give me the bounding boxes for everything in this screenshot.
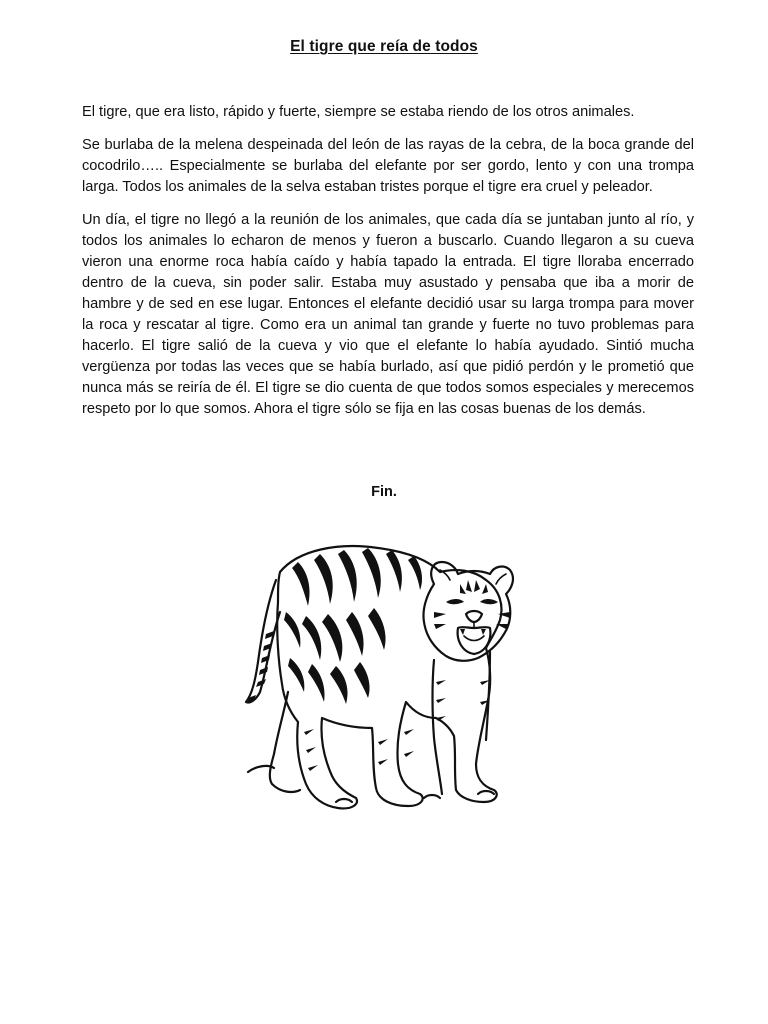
paragraph-1: El tigre, que era listo, rápido y fuerte, siempre se estaba riendo de los otros animales. <box>82 104 635 120</box>
tiger-front-leg <box>433 660 443 794</box>
paragraph-2: Se burlaba de la melena despeinada del león de las rayas de la cebra, de la boca grande del cocodrilo….. Especialmente se burlaba del elefante por ser gordo, lento y con una trompa larga. Todos los animales de la selva estaban tristes porque el tigre era cruel y peleador. <box>82 137 694 195</box>
story-body <box>82 102 694 432</box>
tiger-drawing <box>228 532 540 824</box>
story-title: El tigre que reía de todos <box>290 38 478 55</box>
story-ending: Fin. <box>371 484 397 500</box>
tiger-illustration <box>228 532 540 824</box>
paragraph-3: Un día, el tigre no llegó a la reunión de los animales, que cada día se juntaban junto al río, y todos los animales lo echaron de menos y fueron a buscarlo. Cuando llegaron a su cueva vieron una enorme roca había caído y había tapado la entrada. El tigre lloraba encerrado dentro de la cueva, sin poder salir. Estaba muy asustado y pensaba que iba a morir de hambre y de sed en ese lugar. Entonces el elefante decidió usar su larga trompa para mover la roca y rescatar al tigre. Como era un animal tan grande y fuerte no tuvo problemas para hacerlo. El tigre salió de la cueva y vio que el elefante lo había ayudado. Sintió mucha vergüenza por todas las veces que se había burlado, así que pidió perdón y le prometió que nunca más se reiría de él. El tigre se dio cuenta de que todos somos especiales y merecemos respeto por lo que somos. Ahora el tigre sólo se fija en las cosas buenas de los demás. <box>82 212 694 417</box>
